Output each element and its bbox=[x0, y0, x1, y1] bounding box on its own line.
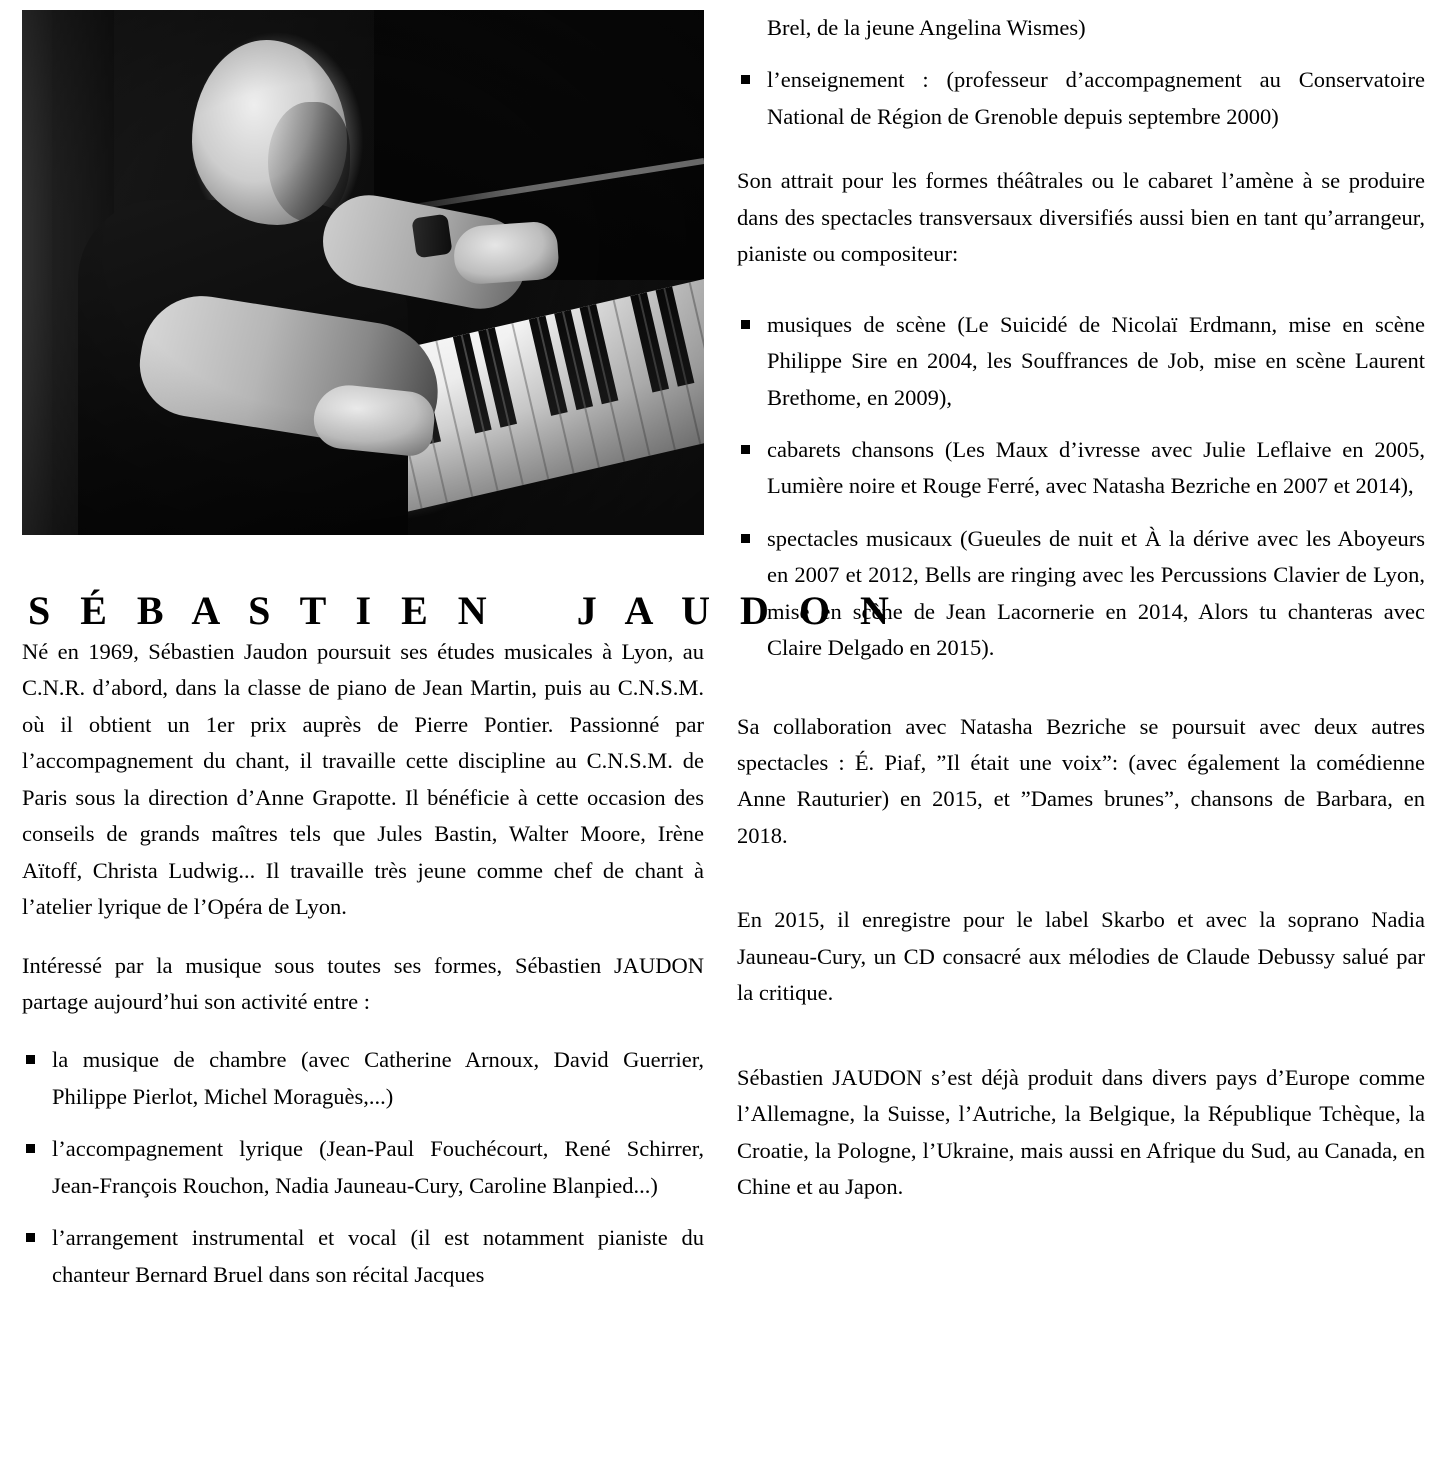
teaching-list bbox=[737, 62, 1425, 135]
bio-paragraph-1: Né en 1969, Sébastien Jaudon poursuit ses études musicales à Lyon, au C.N.R. d’abord, dans la classe de piano de Jean Martin, puis au C.N.S.M. où il obtient un 1er prix auprès de Pierre Pontier. Passionné par l’accompagnement du chant, il travaille cette discipline au C.N.S.M. de Paris sous la direction d’Anne Grapotte. Il bénéficie à cette occasion des conseils de grands maîtres tels que Jules Bastin, Walter Moore, Irène Aïtoff, Christa Ludwig... Il travaille très jeune comme chef de chant à l’atelier lyrique de l’Opéra de Lyon. bbox=[22, 639, 704, 920]
spacer bbox=[737, 683, 1425, 709]
list-item: musiques de scène (Le Suicidé de Nicolaï Erdmann, mise en scène Philippe Sire en 2004, les Souffrances de Job, mise en scène Laurent Brethome, en 2009), bbox=[737, 307, 1425, 416]
recording-paragraph: En 2015, il enregistre pour le label Skarbo et avec la soprano Nadia Jauneau-Cury, un CD consacré aux mélodies de Claude Debussy salué par la critique. bbox=[737, 907, 1425, 1006]
activities-list bbox=[22, 1042, 704, 1293]
shows-list bbox=[737, 307, 1425, 667]
list-item: spectacles musicaux (Gueules de nuit et À la dérive avec les Aboyeurs en 2007 et 2012, Bells are ringing avec les Percussions Clavier de Lyon, mise en scène de Jean Lacornerie en 2014, Alors tu chanteras avec Claire Delgado en 2015). bbox=[737, 521, 1425, 667]
list-item: l’arrangement instrumental et vocal (il est notamment pianiste du chanteur Bernard Bruel dans son récital Jacques bbox=[22, 1220, 704, 1293]
spacer bbox=[737, 295, 1425, 307]
list-item: l’accompagnement lyrique (Jean-Paul Fouchécourt, René Schirrer, Jean-François Rouchon, Nadia Jauneau-Cury, Caroline Blanpied...) bbox=[22, 1131, 704, 1204]
spacer bbox=[737, 1034, 1425, 1060]
right-column bbox=[737, 10, 1425, 1227]
touring-paragraph: Sébastien JAUDON s’est déjà produit dans divers pays d’Europe comme l’Allemagne, la Suisse, l’Autriche, la Belgique, la République Tchèque, la Croatie, la Pologne, l’Ukraine, mais aussi en Afrique du Sud, au Canada, en Chine et au Japon. bbox=[737, 1064, 1425, 1199]
spacer bbox=[737, 876, 1425, 902]
list-item: cabarets chansons (Les Maux d’ivresse avec Julie Leflaive en 2005, Lumière noire et Rouge Ferré, avec Natasha Bezriche en 2007 et 2014), bbox=[737, 432, 1425, 505]
list-item: l’enseignement : (professeur d’accompagnement au Conservatoire National de Région de Grenoble depuis septembre 2000) bbox=[737, 62, 1425, 135]
photo-vignette bbox=[22, 10, 704, 535]
bio-paragraph-2: Intéressé par la musique sous toutes ses formes, Sébastien JAUDON partage aujourd’hui son activité entre : bbox=[22, 952, 704, 1014]
collaboration-paragraph: Sa collaboration avec Natasha Bezriche se poursuit avec deux autres spectacles : É. Piaf, ”Il était une voix”: (avec également la comédienne Anne Rauturier) en 2015, et ”Dames brunes”, chansons de Barbara, en 2018. bbox=[737, 713, 1425, 848]
left-column bbox=[22, 10, 899, 1309]
spacer bbox=[737, 151, 1425, 163]
continued-text: Brel, de la jeune Angelina Wismes) bbox=[767, 15, 1086, 40]
portrait-photo bbox=[22, 10, 704, 535]
list-item: la musique de chambre (avec Catherine Arnoux, David Guerrier, Philippe Pierlot, Michel Moraguès,...) bbox=[22, 1042, 704, 1115]
page-title: S É B A S T I E N J A U D O N bbox=[28, 588, 899, 633]
theatre-paragraph: Son attrait pour les formes théâtrales ou le cabaret l’amène à se produire dans des spectacles transversaux diversifiés aussi bien en tant qu’arrangeur, pianiste ou compositeur: bbox=[737, 168, 1425, 267]
photo-backdrop bbox=[22, 10, 704, 535]
